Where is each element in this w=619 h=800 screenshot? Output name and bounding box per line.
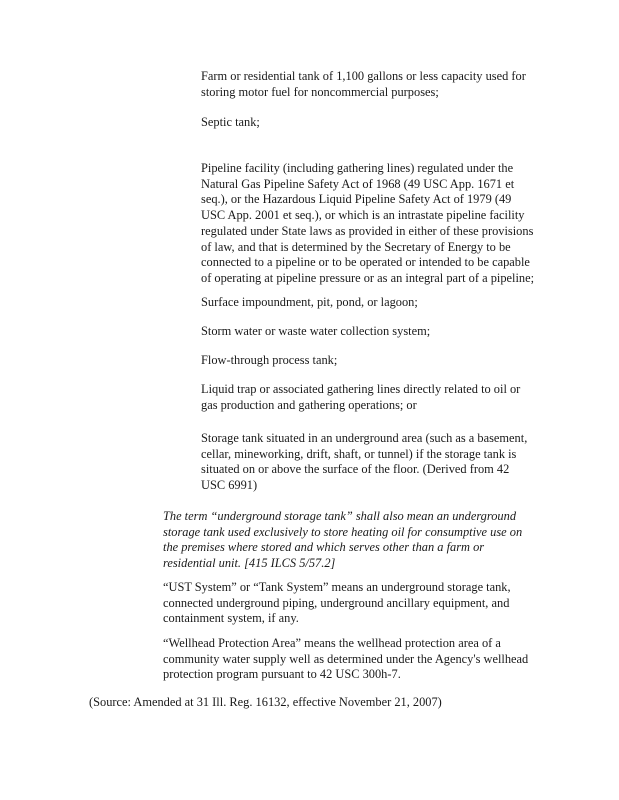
text-line: USC 6991) [201, 478, 258, 493]
text-line: protection program pursuant to 42 USC 300h-7. [163, 667, 401, 682]
text-line: connected underground piping, underground ancillary equipment, and [163, 595, 510, 610]
text-line: of law, and that is determined by the Secretary of Energy to be [201, 239, 511, 254]
text-line: Farm or residential tank of 1,100 gallons or less capacity used for [201, 69, 526, 83]
text-line: cellar, mineworking, drift, shaft, or tunnel) if the storage tank is [201, 446, 517, 461]
text-line: Pipeline facility (including gathering lines) regulated under the [201, 161, 514, 175]
text-line: Surface impoundment, pit, pond, or lagoon; [201, 295, 418, 309]
exclusion-liquid-trap [201, 382, 520, 413]
text-line: Storm water or waste water collection system; [201, 324, 431, 338]
text-line: Septic tank; [201, 115, 260, 129]
exclusion-farm-tank [201, 69, 526, 100]
text-line: USC App. 2001 et seq.), or which is an intrastate pipeline facility [201, 208, 525, 223]
text-line: gas production and gathering operations; or [201, 397, 417, 412]
text-line: storage tank used exclusively to store heating oil for consumptive use on [163, 524, 523, 539]
text-line: storing motor fuel for noncommercial purposes; [201, 84, 439, 99]
text-line: regulated under State laws as provided in either of these provisions [201, 223, 534, 238]
exclusion-septic-tank [201, 115, 260, 131]
text-line: community water supply well as determined under the Agency's wellhead [163, 651, 529, 666]
definition-heating-oil [163, 509, 522, 572]
text-line: residential unit. [415 ILCS 5/57.2] [163, 556, 336, 571]
exclusion-surface-impoundment [201, 295, 418, 311]
text-line: Storage tank situated in an underground area (such as a basement, [201, 431, 528, 445]
text-line: situated on or above the surface of the floor. (Derived from 42 [201, 462, 510, 477]
exclusion-pipeline-facility [201, 161, 534, 287]
text-line: containment system, if any. [163, 611, 299, 626]
text-line: of operating at pipeline pressure or as an integral part of a pipeline; [201, 270, 535, 285]
text-line: seq.), or the Hazardous Liquid Pipeline Safety Act of 1979 (49 [201, 192, 512, 207]
text-line: “Wellhead Protection Area” means the wellhead protection area of a [163, 636, 501, 650]
text-line: The term “underground storage tank” shall also mean an underground [163, 509, 517, 523]
exclusion-storage-tank-underground-area [201, 431, 527, 494]
text-line: the premises where stored and which serves other than a farm or [163, 540, 485, 555]
text-line: Liquid trap or associated gathering lines directly related to oil or [201, 382, 521, 396]
definition-ust-system [163, 580, 511, 627]
text-line: Flow-through process tank; [201, 353, 338, 367]
text-line: Natural Gas Pipeline Safety Act of 1968 (49 USC App. 1671 et [201, 176, 515, 191]
text-line: “UST System” or “Tank System” means an underground storage tank, [163, 580, 511, 594]
source-note: (Source: Amended at 31 Ill. Reg. 16132, effective November 21, 2007) [89, 695, 442, 709]
definition-wellhead-protection-area [163, 636, 528, 683]
exclusion-storm-water [201, 324, 430, 340]
exclusion-flow-through [201, 353, 337, 369]
text-line: connected to a pipeline or to be operated or intended to be capable [201, 255, 530, 270]
